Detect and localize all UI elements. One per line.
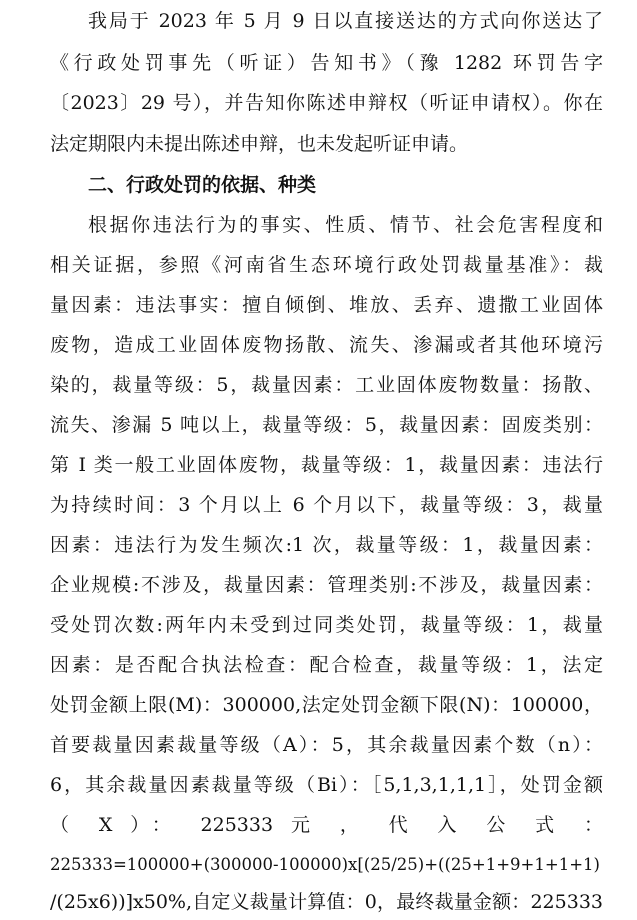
paragraph2-line-14: 首要裁量因素裁量等级（A）：5，其余裁量因素个数（n）： <box>50 734 603 756</box>
paragraph1-line-3: 〔2023〕29 号），并告知你陈述申辩权（听证申请权）。你在 <box>50 92 603 114</box>
paragraph2-line-5: 染的，裁量等级：5，裁量因素：工业固体废物数量：扬散、 <box>50 374 603 396</box>
paragraph2-line-8: 为持续时间：3 个月以上 6 个月以下，裁量等级：3，裁量 <box>50 494 603 516</box>
paragraph1-line-2: 《行政处罚事先（听证）告知书》（豫 1282 环罚告字 <box>50 52 603 74</box>
paragraph2-line-11: 受处罚次数:两年内未受到过同类处罚，裁量等级：1，裁量 <box>50 614 603 636</box>
paragraph2-line-10: 企业规模:不涉及，裁量因素：管理类别:不涉及，裁量因素： <box>50 574 603 596</box>
paragraph2-line-17: 225333=100000+(300000-100000)x[(25/25)+((25+1+9+1+1+1) <box>50 855 600 874</box>
paragraph2-line-3: 量因素：违法事实：擅自倾倒、堆放、丢弃、遗撒工业固体 <box>50 294 603 316</box>
paragraph2-line-4: 废物，造成工业固体废物扬散、流失、渗漏或者其他环境污 <box>50 334 603 356</box>
paragraph2-line-13: 处罚金额上限(M)：300000,法定处罚金额下限(N)：100000， <box>50 694 603 716</box>
document-page <box>50 0 603 920</box>
paragraph1-line-4: 法定期限内未提出陈述申辩，也未发起听证申请。 <box>50 133 469 155</box>
paragraph2-line-15: 6，其余裁量因素裁量等级（Bi）：［5,1,3,1,1,1］，处罚金额 <box>50 774 603 796</box>
section-heading: 二、行政处罚的依据、种类 <box>88 174 317 196</box>
paragraph2-line-2: 相关证据，参照《河南省生态环境行政处罚裁量基准》：裁 <box>50 254 603 276</box>
paragraph2-line-1: 根据你违法行为的事实、性质、情节、社会危害程度和 <box>88 214 603 236</box>
paragraph2-line-6: 流失、渗漏 5 吨以上，裁量等级：5，裁量因素：固废类别： <box>50 414 603 436</box>
paragraph2-line-7: 第 I 类一般工业固体废物，裁量等级：1，裁量因素：违法行 <box>50 454 603 476</box>
paragraph2-line-16: （ X ）： 225333 元 ， 代 入 公 式 ： <box>50 814 603 836</box>
paragraph1-line-1: 我局于 2023 年 5 月 9 日以直接送达的方式向你送达了 <box>88 10 603 32</box>
paragraph2-line-9: 因素：违法行为发生频次:1 次，裁量等级：1，裁量因素： <box>50 534 603 556</box>
paragraph2-line-12: 因素：是否配合执法检查：配合检查，裁量等级：1，法定 <box>50 654 603 676</box>
paragraph2-line-18: /(25x6))]x50%,自定义裁量计算值：0，最终裁量金额：225333 <box>50 891 603 913</box>
